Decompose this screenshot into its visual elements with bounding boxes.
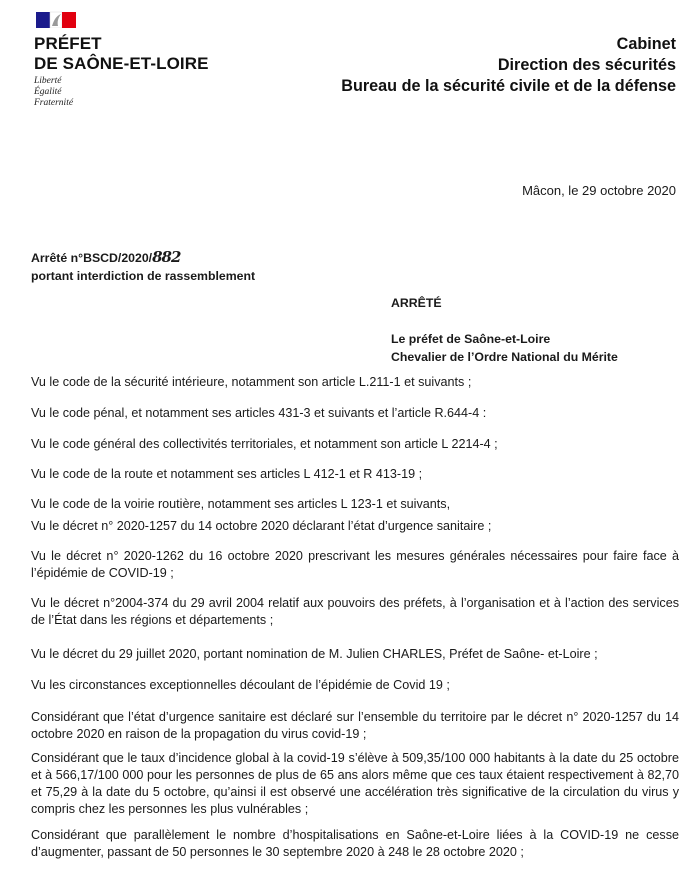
- header-cabinet: Cabinet: [616, 35, 676, 53]
- paragraph-vu-code-route: Vu le code de la route et notamment ses articles L 412-1 et R 413-19 ;: [31, 467, 423, 481]
- header-direction: Direction des sécurités: [497, 56, 676, 74]
- motto-liberte: Liberté: [34, 76, 62, 86]
- department-header: [341, 34, 676, 97]
- arrete-reference: [31, 248, 255, 285]
- paragraph-considerant-hospitalisations: Considérant que parallèlement le nombre d’hospitalisations en Saône-et-Loire liées à la COVID-19 ne cesse d’augmenter, passant de 50 personnes le 30 septembre 2020 à 248 le 28 octobre 2020 ;: [31, 828, 679, 859]
- paragraph-considerant-urgence: Considérant que l’état d’urgence sanitaire est déclaré sur l’ensemble du territoire par le décret n° 2020-1257 du 14 octobre 2020 en raison de la propagation du virus covid-19 ;: [31, 710, 679, 741]
- prefet-honor: Chevalier de l’Ordre National du Mérite: [391, 350, 618, 364]
- paragraph-vu-voirie: Vu le code de la voirie routière, notamment ses articles L 123-1 et suivants,: [31, 497, 451, 511]
- paragraph-vu-nomination: Vu le décret du 29 juillet 2020, portant nomination de M. Julien CHARLES, Préfet de Saône- et-Loire ;: [31, 647, 598, 661]
- republic-motto: [34, 76, 224, 109]
- paragraph-vu-collectivites: Vu le code général des collectivités territoriales, et notamment son article L 2214-4 ;: [31, 437, 498, 451]
- prefecture-name-line1: PRÉFET: [34, 34, 102, 53]
- paragraph-vu-decret-1257: Vu le décret n° 2020-1257 du 14 octobre 2020 déclarant l’état d’urgence sanitaire ;: [31, 519, 492, 533]
- prefecture-logo: [34, 10, 224, 109]
- paragraph-vu-code-penal: Vu le code pénal, et notamment ses articles 431-3 et suivants et l’article R.644-4 :: [31, 406, 487, 420]
- paragraph-vu-securite-interieure: Vu le code de la sécurité intérieure, notamment son article L.211-1 et suivants ;: [31, 375, 472, 389]
- prefet-title: Le préfet de Saône-et-Loire: [391, 332, 551, 346]
- prefet-signatory: [391, 330, 618, 366]
- paragraph-vu-decret-2004: Vu le décret n°2004-374 du 29 avril 2004 relatif aux pouvoirs des préfets, à l’organisation et à l’action des services de l’État dans les régions et départements ;: [31, 596, 679, 627]
- paragraph-vu-decret-1262: Vu le décret n° 2020-1262 du 16 octobre 2020 prescrivant les mesures générales nécessaires pour faire face à l’épidémie de COVID-19 ;: [31, 549, 679, 580]
- prefecture-name-line2: DE SAÔNE-ET-LOIRE: [34, 54, 209, 73]
- motto-egalite: Égalité: [34, 87, 62, 97]
- header-bureau: Bureau de la sécurité civile et de la défense: [341, 77, 676, 95]
- marianne-flag-icon: [36, 10, 224, 28]
- document-date: Mâcon, le 29 octobre 2020: [522, 183, 676, 198]
- arrete-number: Arrêté n°BSCD/2020/: [31, 251, 153, 265]
- document-title: ARRÊTÉ: [391, 296, 442, 310]
- paragraph-vu-circonstances: Vu les circonstances exceptionnelles découlant de l’épidémie de Covid 19 ;: [31, 678, 450, 692]
- paragraph-considerant-incidence: Considérant que le taux d’incidence global à la covid-19 s’élève à 509,35/100 000 habitants à la date du 25 octobre et à 566,17/100 000 pour les personnes de plus de 65 ans alors même que ces taux étaient respectivement à 82,70 et 75,29 à la date du 5 octobre, qu’ainsi il est observé une accélération très significative de la circulation du virus y compris chez les personnes les plus vulnérables ;: [31, 751, 679, 816]
- handwritten-number: 882: [152, 248, 181, 266]
- motto-fraternite: Fraternité: [34, 98, 74, 108]
- prefecture-name: [34, 34, 224, 74]
- arrete-subject: portant interdiction de rassemblement: [31, 269, 256, 283]
